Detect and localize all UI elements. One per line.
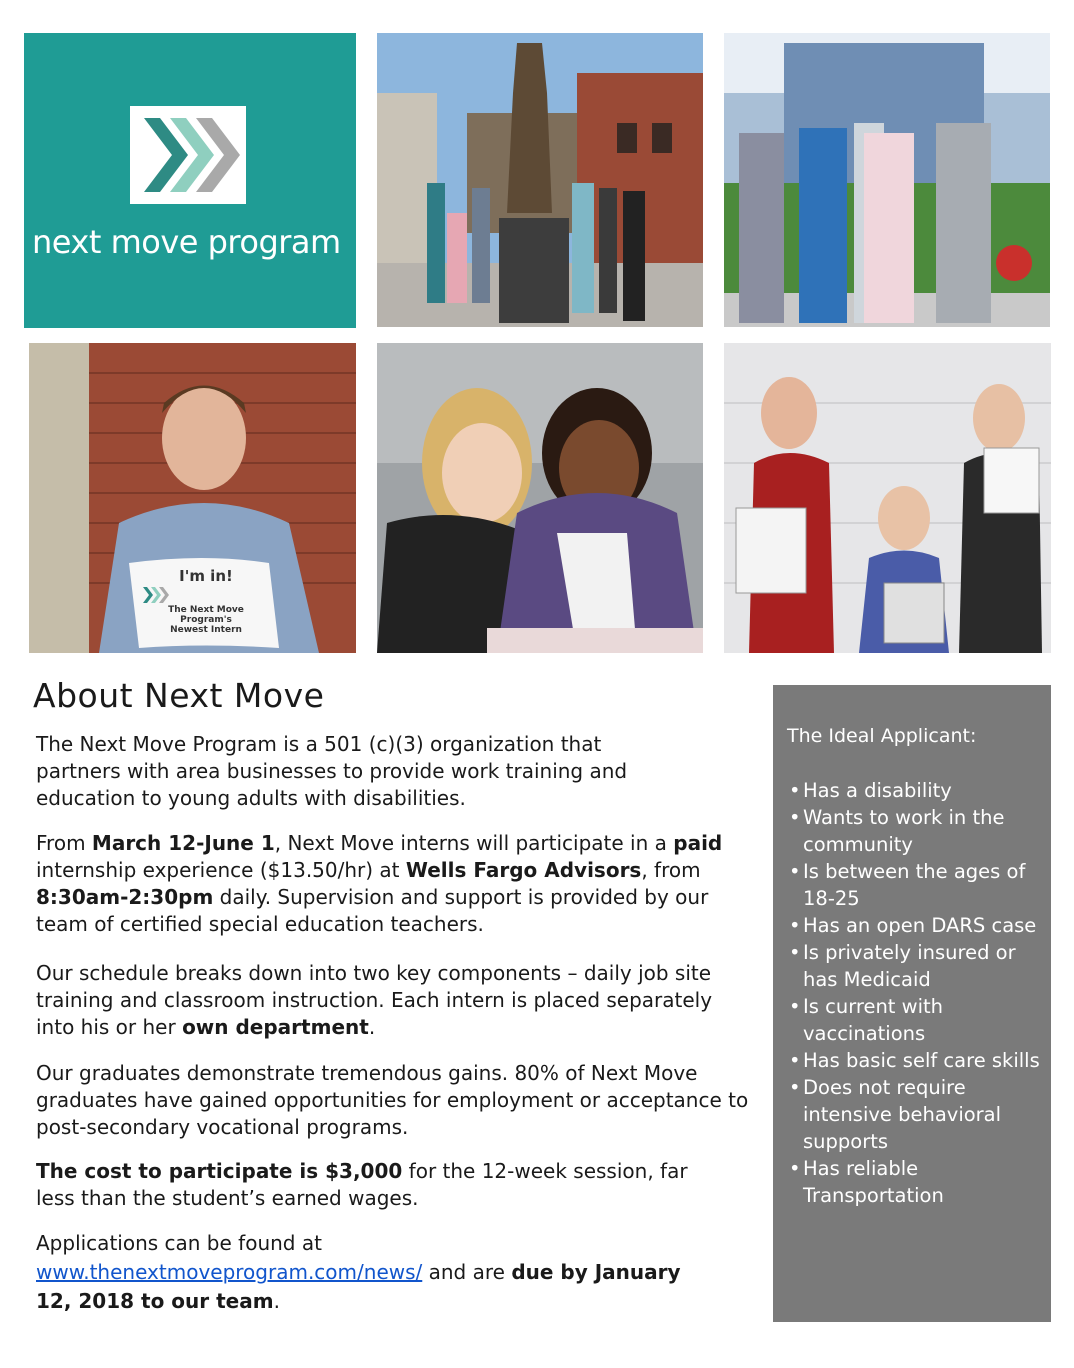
list-item: • Is privately insured or has Medicaid <box>787 939 1047 993</box>
p2-text-1: From <box>36 831 92 855</box>
about-paragraph-1: The Next Move Program is a 501 (c)(3) organization that partners with area businesses to provide work training and education to young adults with disabilities. <box>36 732 628 810</box>
list-item: • Has an open DARS case <box>787 912 1047 939</box>
p2-text-2: , Next Move interns will participate in a <box>274 831 674 855</box>
about-paragraph-4: Our graduates demonstrate tremendous gains. 80% of Next Move graduates have gained opportunities for employment or acceptance to post-secondary vocational programs. <box>36 1061 749 1139</box>
list-item: • Has reliable Transportation <box>787 1155 1047 1209</box>
ideal-applicant-title: The Ideal Applicant: <box>787 725 977 747</box>
p2-text-4: , from <box>641 858 701 882</box>
list-item: • Has basic self care skills <box>787 1047 1047 1074</box>
p2-paid: paid <box>673 831 723 855</box>
list-item: • Does not require intensive behavioral supports <box>787 1074 1047 1155</box>
p3-text-2: . <box>368 1015 376 1039</box>
p6-deadline: due by January 12, 2018 to our team <box>36 1260 681 1313</box>
p2-text-3: internship experience ($13.50/hr) at <box>36 858 406 882</box>
about-paragraph-2 <box>36 830 754 938</box>
about-paragraph-6 <box>36 1229 686 1316</box>
about-heading: About Next Move <box>33 676 325 715</box>
p6-text-2: and are <box>422 1260 512 1284</box>
ideal-applicant-panel <box>773 685 1051 1322</box>
p2-dates: March 12-June 1 <box>91 831 275 855</box>
p3-text-1: Our schedule breaks down into two key components – daily job site training and classroom instruction. Each intern is placed separately into his or her <box>36 961 713 1039</box>
photo-three-interns <box>724 343 1051 653</box>
p3-own-department: own department <box>182 1015 369 1039</box>
sign-line1: I'm in! <box>179 567 233 585</box>
p2-text-5: daily. Supervision and support is provided by our team of certified special education teachers. <box>36 885 709 936</box>
list-item: • Is between the ages of 18-25 <box>787 858 1047 912</box>
list-item: • Has a disability <box>787 777 1047 804</box>
chevron-logo-icon <box>130 106 246 204</box>
applications-link[interactable]: www.thenextmoveprogram.com/news/ <box>36 1260 423 1284</box>
ideal-applicant-list <box>787 777 1047 1209</box>
p2-hours: 8:30am-2:30pm <box>36 885 214 909</box>
p6-text-1: Applications can be found at <box>36 1231 322 1255</box>
p2-employer: Wells Fargo Advisors <box>405 858 642 882</box>
photo-group-statue <box>377 33 703 327</box>
list-item: • Wants to work in the community <box>787 804 1047 858</box>
p6-text-3: . <box>273 1289 280 1313</box>
sign-line3: Newest Intern <box>170 625 242 635</box>
p5-cost: The cost to participate is $3,000 <box>36 1159 403 1183</box>
photo-two-women <box>377 343 703 653</box>
sign-text <box>141 567 271 635</box>
about-paragraph-3 <box>36 960 754 1041</box>
chevron-logo-icon <box>141 585 171 605</box>
list-item: • Is current with vaccinations <box>787 993 1047 1047</box>
logo-tile <box>24 33 356 328</box>
photo-intern-sign <box>29 343 356 653</box>
p5-text: for the 12-week session, far less than the student’s earned wages. <box>36 1159 688 1210</box>
about-paragraph-5 <box>36 1158 726 1212</box>
logo-text: next move program <box>32 223 341 261</box>
sign-line2: The Next Move Program's <box>168 605 244 625</box>
photo-group-building <box>724 33 1050 327</box>
